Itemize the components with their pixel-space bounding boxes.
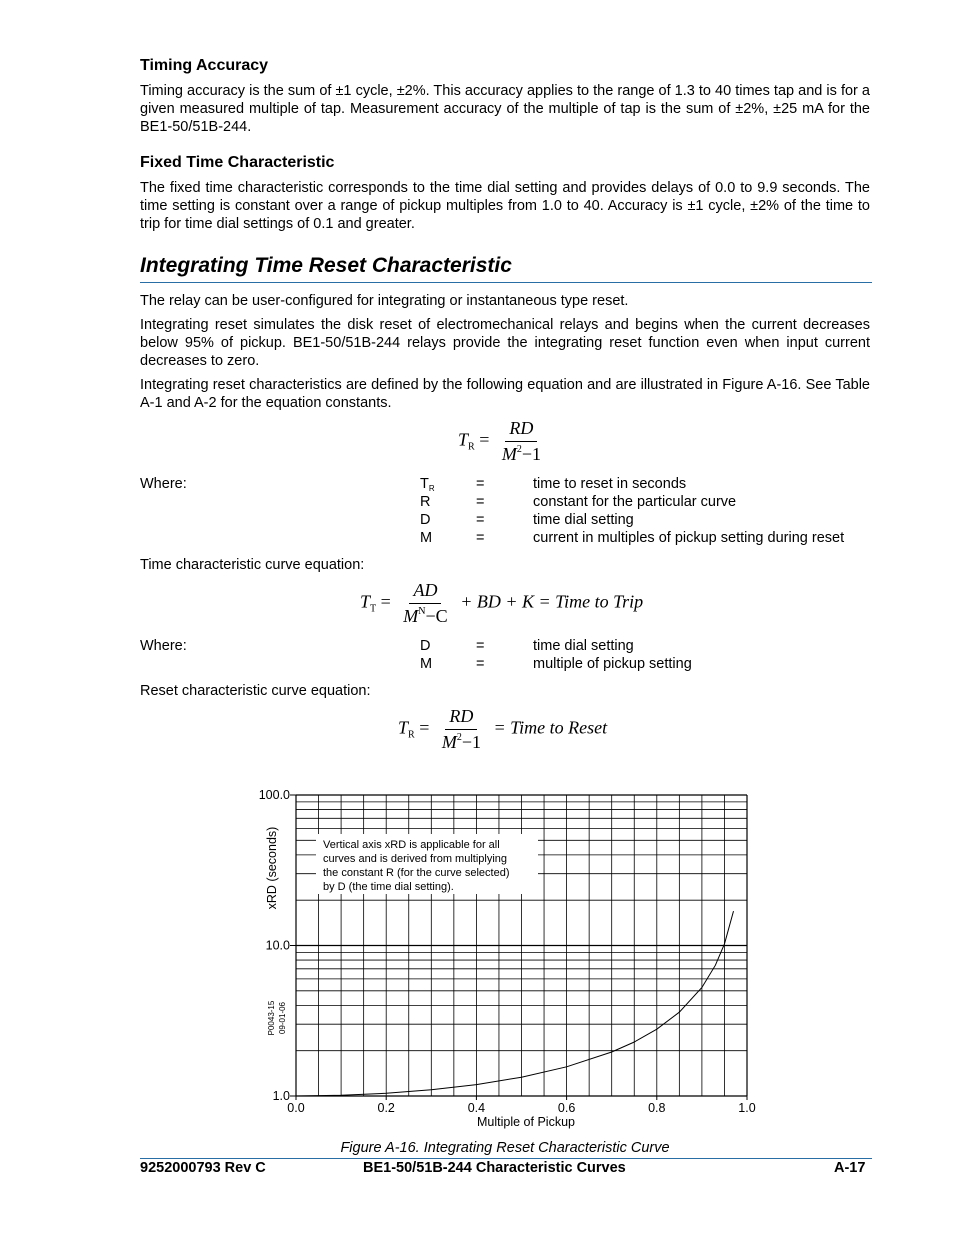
equals-sign: = <box>476 638 485 654</box>
chart-x-tick-label: 0.8 <box>648 1101 666 1115</box>
chart-x-tick-label: 0.6 <box>557 1101 576 1115</box>
chart-y-tick-label: 100.0 <box>258 788 290 802</box>
symbol: $T_R$ <box>420 476 435 493</box>
drawing-id-number: P0043-15 <box>267 1000 276 1036</box>
definition: time dial setting <box>533 512 634 528</box>
equals-sign: = <box>476 494 485 510</box>
chart-y-axis-label: xRD (seconds) <box>265 826 279 910</box>
equation-reset-time: $T_R$ = $\frac{RD}{M^2-1}$ <box>458 418 541 464</box>
definition: multiple of pickup setting <box>533 656 692 672</box>
equals-sign: = <box>476 530 485 546</box>
chart-note-line: curves and is derived from multiplying <box>323 853 508 865</box>
where-label-1: Where: <box>140 476 187 492</box>
equation-time-to-reset: $T_R$ = $\frac{RD}{M^2-1}$ = Time to Reset <box>398 706 608 752</box>
symbol: D <box>420 512 431 528</box>
figure-caption: Figure A-16. Integrating Reset Characteristic Curve <box>340 1140 670 1156</box>
equals-sign: = <box>476 512 485 528</box>
chart-x-axis-label: Multiple of Pickup <box>477 1115 575 1129</box>
chart-x-tick-label: 0.2 <box>377 1101 395 1115</box>
chart-series-line <box>296 911 734 1096</box>
symbol: R <box>420 494 431 510</box>
heading-integrating-reset: Integrating Time Reset Characteristic <box>140 254 512 277</box>
symbol: D <box>420 638 431 654</box>
definition: time to reset in seconds <box>533 476 687 492</box>
footer-page-number: A-17 <box>834 1160 866 1176</box>
chart-note-line: by D (the time dial setting). <box>323 881 454 893</box>
drawing-id-date: 09-01-06 <box>278 1001 287 1035</box>
chart-x-tick-label: 1.0 <box>738 1101 756 1115</box>
equals-sign: = <box>476 476 485 492</box>
chart-note-line: Vertical axis xRD is applicable for all <box>323 839 500 851</box>
chart-note-line: the constant R (for the curve selected) <box>323 867 510 879</box>
equals-sign: = <box>476 656 485 672</box>
paragraph-integrating-1: The relay can be user-configured for integrating or instantaneous type reset. <box>140 293 629 309</box>
symbol: M <box>420 656 433 672</box>
paragraph-integrating-3: Integrating reset characteristics are defined by the following equation and are illustrated in Figure A-16. See Table A-1 and A-2 for the equation constants. <box>140 377 870 411</box>
definition: constant for the particular curve <box>533 494 737 510</box>
chart-x-tick-label: 0.4 <box>467 1101 486 1115</box>
where-label-2: Where: <box>140 638 187 654</box>
heading-timing-accuracy: Timing Accuracy <box>140 57 269 74</box>
trip-equation-label: Time characteristic curve equation: <box>140 557 365 573</box>
paragraph-integrating-2: Integrating reset simulates the disk reset of electromechanical relays and begins when the current decreases below 95% of pickup. BE1-50/51B-244 relays provide the integrating reset function even when input current decreases to zero. <box>140 317 870 369</box>
heading-fixed-time: Fixed Time Characteristic <box>140 154 335 171</box>
chart-x-tick-label: 0.0 <box>287 1101 305 1115</box>
definition: time dial setting <box>533 638 634 654</box>
footer-title: BE1-50/51B-244 Characteristic Curves <box>363 1160 626 1176</box>
definition: current in multiples of pickup setting during reset <box>533 530 845 546</box>
reset-equation-label: Reset characteristic curve equation: <box>140 683 371 699</box>
paragraph-timing-accuracy: Timing accuracy is the sum of ±1 cycle, ±2%. This accuracy applies to the range of 1.3 to 40 times tap and is for a given measured multiple of tap. Measurement accuracy of the multiple of tap is the sum of ±2%, ±25 mA for the BE1-50/51B-244. <box>140 83 870 135</box>
chart-y-tick-label: 10.0 <box>265 938 290 953</box>
symbol: M <box>420 530 433 546</box>
equation-time-to-trip: $T_T$ = $\frac{AD}{M^N-C}$ + BD + K = Time to Trip <box>360 580 644 626</box>
footer-rule <box>140 1158 872 1159</box>
footer-document-number: 9252000793 Rev C <box>140 1160 266 1176</box>
chart-y-tick-label: 1.0 <box>272 1089 290 1103</box>
paragraph-fixed-time: The fixed time characteristic corresponds to the time dial setting and provides delays of 0.0 to 9.9 seconds. The time setting is constant over a range of pickup multiples from 1.0 to 40. Accuracy is ±1 cycle, ±2% of the time to trip for time dial settings of 0.1 and greater. <box>140 180 870 232</box>
